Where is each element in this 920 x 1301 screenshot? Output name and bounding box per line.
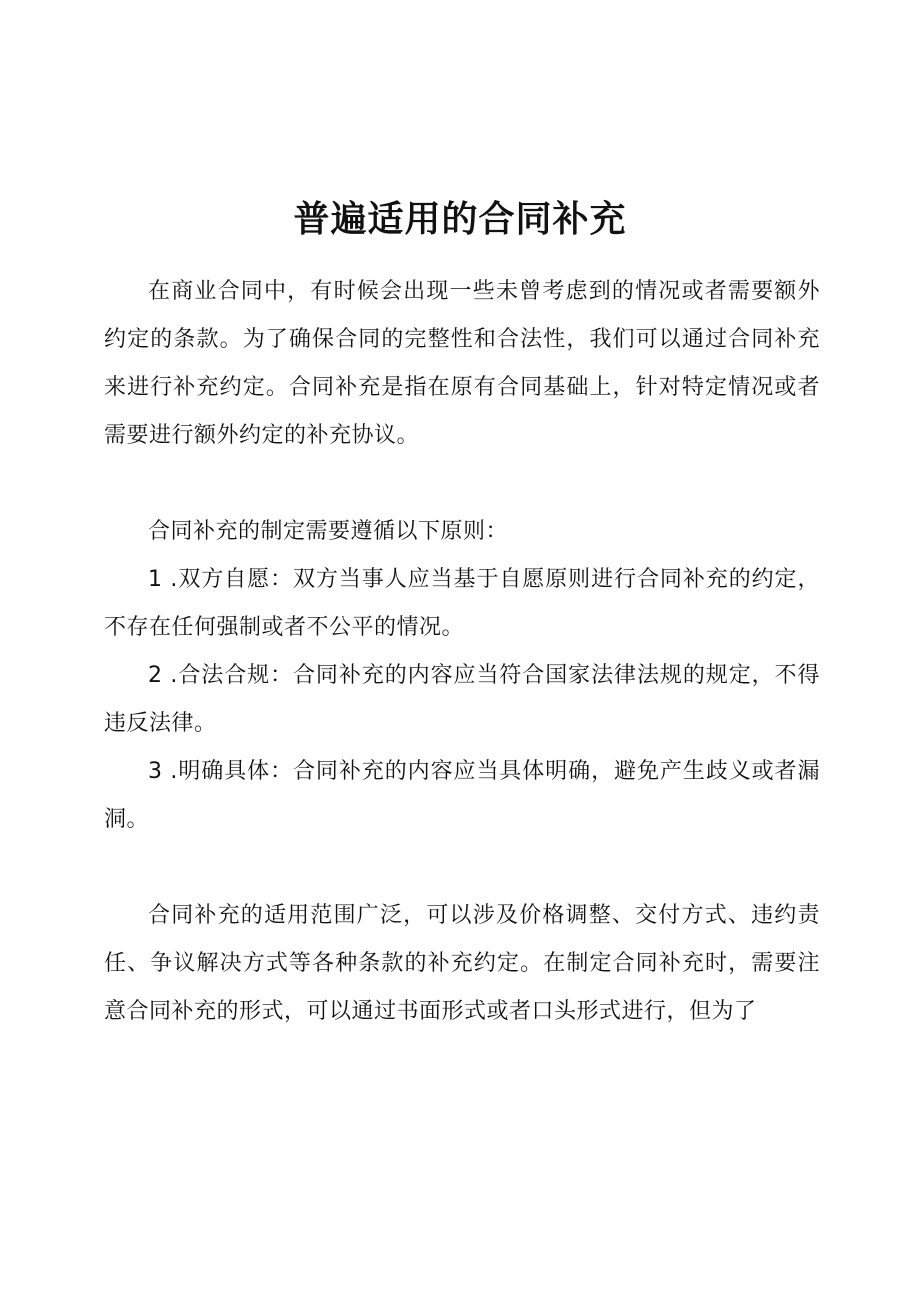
document-body <box>104 268 820 1036</box>
scope-paragraph: 合同补充的适用范围广泛，可以涉及价格调整、交付方式、违约责任、争议解决方式等各种条款的补充约定。在制定合同补充时，需要注意合同补充的形式，可以通过书面形式或者口头形式进行，但为了 <box>104 903 820 1024</box>
intro-paragraph: 在商业合同中，有时候会出现一些未曾考虑到的情况或者需要额外约定的条款。为了确保合同的完整性和合法性，我们可以通过合同补充来进行补充约定。合同补充是指在原有合同基础上，针对特定情况或者需要进行额外约定的补充协议。 <box>104 279 820 448</box>
paragraph-spacer <box>104 460 820 508</box>
principle-item-2: 2 .合法合规：合同补充的内容应当符合国家法律法规的规定，不得违反法律。 <box>104 663 820 736</box>
document-title: 普遍适用的合同补充 <box>293 199 627 241</box>
principles-heading: 合同补充的制定需要遵循以下原则： <box>148 519 509 544</box>
paragraph-spacer <box>104 844 820 892</box>
principle-item-3: 3 .明确具体：合同补充的内容应当具体明确，避免产生歧义或者漏洞。 <box>104 759 820 832</box>
principle-item-1: 1 .双方自愿：双方当事人应当基于自愿原则进行合同补充的约定，不存在任何强制或者不公平的情况。 <box>104 567 820 640</box>
